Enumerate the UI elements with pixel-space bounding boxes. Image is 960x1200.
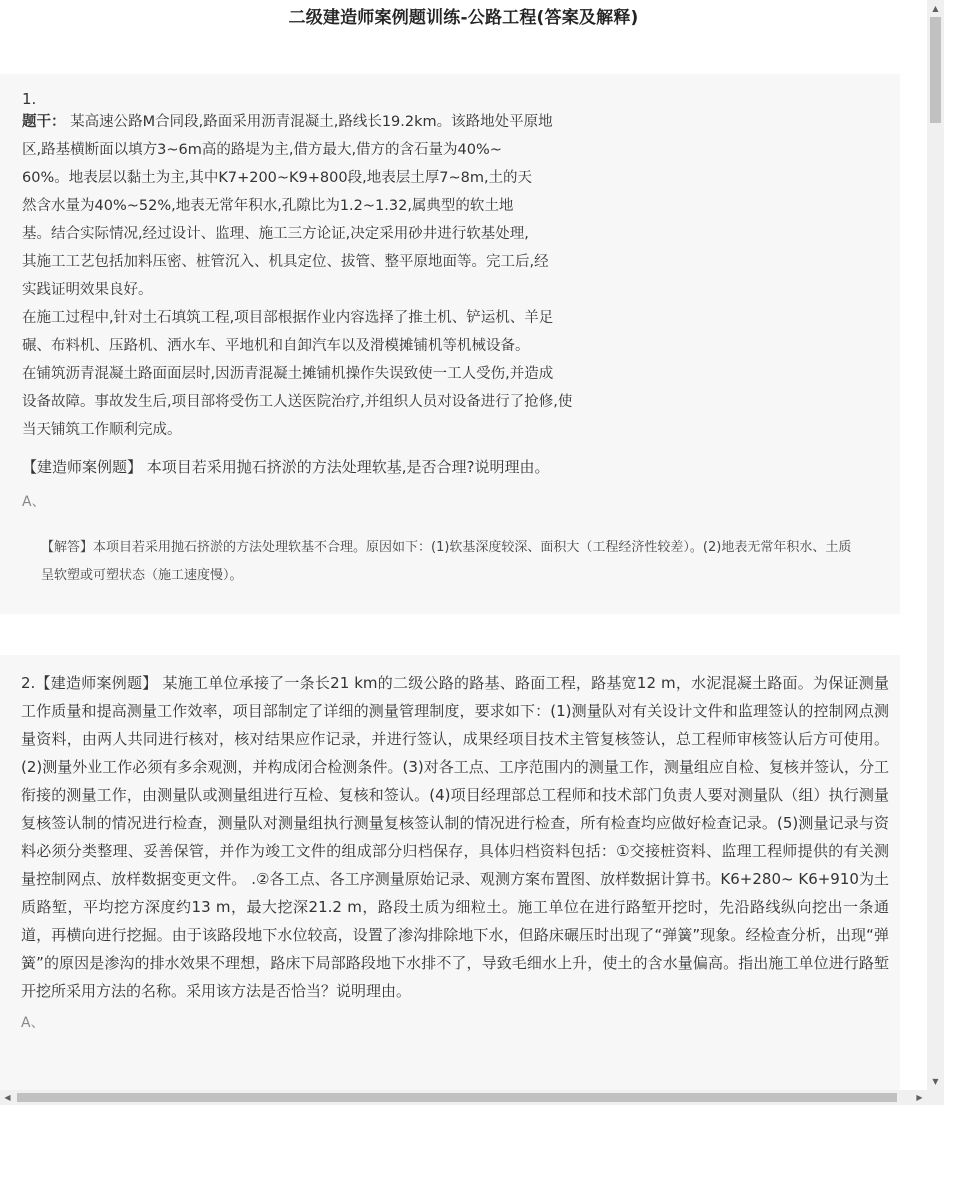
stem-line: 其施工工艺包括加料压密、桩管沉入、机具定位、拔管、整平原地面等。完工后,经 bbox=[22, 254, 549, 270]
arrow-up-icon[interactable]: ▲ bbox=[932, 4, 939, 13]
stem-line: 设备故障。事故发生后,项目部将受伤工人送医院治疗,并组织人员对设备进行了抢修,使 bbox=[22, 394, 573, 410]
scrollbar-corner bbox=[927, 1090, 944, 1105]
stem-label: 题干： bbox=[22, 114, 66, 130]
stem-line: 区,路基横断面以填方3~6m高的路堤为主,借方最大,借方的含石量为40%~ bbox=[22, 142, 502, 158]
question-card-1 bbox=[0, 74, 900, 614]
answer-option-label[interactable]: A、 bbox=[21, 1015, 45, 1031]
stem-line: 在施工过程中,针对土石填筑工程,项目部根据作业内容选择了推土机、铲运机、羊足 bbox=[22, 310, 554, 326]
answer-option-label[interactable]: A、 bbox=[22, 494, 46, 510]
vertical-scroll-thumb[interactable] bbox=[930, 17, 941, 123]
stem-line: 然含水量为40%~52%,地表无常年积水,孔隙比为1.2~1.32,属典型的软土地 bbox=[22, 198, 514, 214]
stem-line: 60%。地表层以黏土为主,其中K7+200~K9+800段,地表层土厚7~8m,土的天 bbox=[22, 170, 533, 186]
arrow-down-icon[interactable]: ▼ bbox=[932, 1077, 939, 1086]
horizontal-scrollbar[interactable] bbox=[0, 1090, 927, 1105]
question-number: 1. bbox=[22, 90, 37, 108]
vertical-scrollbar[interactable] bbox=[927, 0, 944, 1090]
arrow-right-icon[interactable]: ▶ bbox=[916, 1093, 923, 1102]
horizontal-scroll-thumb[interactable] bbox=[17, 1093, 897, 1102]
stem-line: 基。结合实际情况,经过设计、监理、施工三方论证,决定采用砂井进行软基处理, bbox=[22, 226, 529, 242]
question-body: 2.【建造师案例题】 某施工单位承接了一条长21 km的二级公路的路基、路面工程，路基宽12 m，水泥混凝土路面。为保证测量工作质量和提高测量工作效率，项目部制定了详细的测量管理制度，要求如下：(1)测量队对有关设计文件和监理签认的控制网点测量资料，由两人共同进行核对，核对结果应作记录，并进行签认，成果经项目技术主管复核签认，总工程师审核签认后方可使用。(2)测量外业工作必须有多余观测，并构成闭合检测条件。(3)对各工点、工序范围内的测量工作，测量组应自检、复核并签认，分工衔接的测量工作，由测量队或测量组进行互检、复核和签认。(4)项目经理部总工程师和技术部门负责人要对测量队（组）执行测量复核签认制的情况进行检查，测量队对测量组执行测量复核签认制的情况进行检查，所有检查均应做好检查记录。(5)测量记录与资料必须分类整理、妥善保管，并作为竣工文件的组成部分归档保存，具体归档资料包括：①交接桩资料、监理工程师提供的有关测量控制网点、放样数据变更文件。 .②各工点、各工序测量原始记录、观测方案布置图、放样数据计算书。K6+280~ K6+910为土质路堑，平均挖方深度约13 m，最大挖深21.2 m，路段土质为细粒土。施工单位在进行路堑开挖时，先沿路线纵向挖出一条通道，再横向进行挖掘。由于该路段地下水位较高，设置了渗沟排除地下水，但路床碾压时出现了“弹簧”现象。经检查分析，出现“弹簧”的原因是渗沟的排水效果不理想，路床下局部路段地下水排不了，导致毛细水上升，使土的含水量偏高。指出施工单位进行路堑开挖所采用方法的名称。采用该方法是否恰当？说明理由。 bbox=[21, 674, 889, 1000]
question-text: 【建造师案例题】 本项目若采用抛石挤淤的方法处理软基,是否合理?说明理由。 bbox=[22, 458, 550, 476]
answer-explanation: 【解答】本项目若采用抛石挤淤的方法处理软基不合理。原因如下：(1)软基深度较深、面积大（工程经济性较差）。(2)地表无常年积水、土质呈软塑或可塑状态（施工速度慢）。 bbox=[41, 540, 852, 583]
stem-line: 实践证明效果良好。 bbox=[22, 282, 153, 298]
page-title: 二级建造师案例题训练-公路工程(答案及解释) bbox=[288, 8, 639, 28]
stem-line: 当天铺筑工作顺利完成。 bbox=[22, 422, 182, 438]
question-stem bbox=[22, 108, 632, 444]
stem-line: 在铺筑沥青混凝土路面面层时,因沥青混凝土摊铺机操作失误致使一工人受伤,并造成 bbox=[22, 366, 554, 382]
stem-line: 碾、布料机、压路机、洒水车、平地机和自卸汽车以及滑模摊铺机等机械设备。 bbox=[22, 338, 530, 354]
question-card-2 bbox=[0, 655, 900, 1090]
stem-line: 题干： 某高速公路M合同段,路面采用沥青混凝土,路线长19.2km。该路地处平原地 bbox=[22, 114, 553, 130]
arrow-left-icon[interactable]: ◀ bbox=[4, 1093, 11, 1102]
